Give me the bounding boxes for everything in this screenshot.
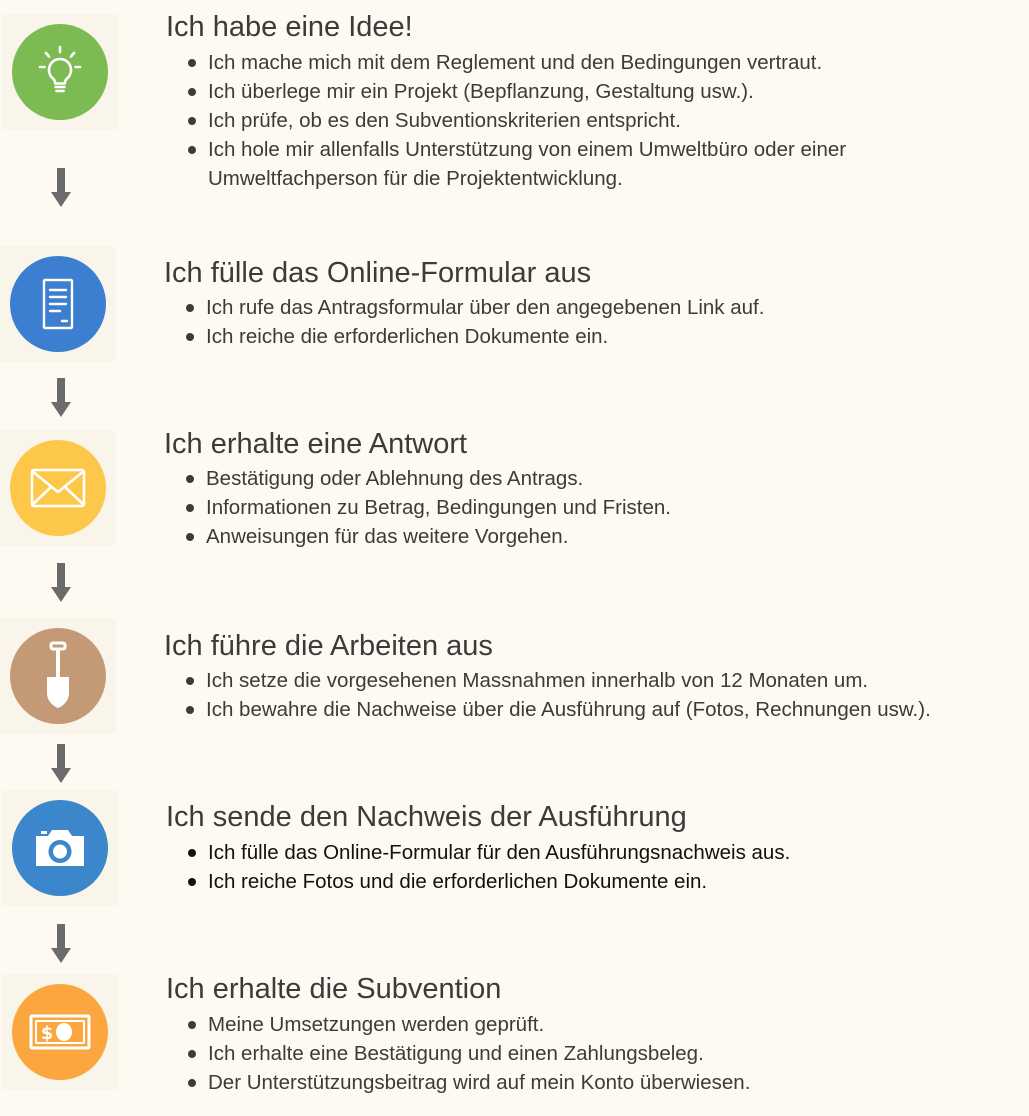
step-bullet-list: [186, 838, 790, 896]
list-item: Ich hole mir allenfalls Unterstützung von einem Umweltbüro oder einer: [186, 135, 846, 164]
svg-text:$: $: [40, 1023, 54, 1044]
step-title: Ich fülle das Online-Formular aus: [164, 257, 592, 289]
list-item-continuation: Umweltfachperson für die Projektentwicklung.: [208, 167, 623, 190]
step-title: Ich habe eine Idee!: [166, 11, 413, 43]
down-arrow-icon: [50, 378, 72, 418]
step-title: Ich sende den Nachweis der Ausführung: [166, 801, 687, 833]
document-icon: [10, 256, 106, 352]
list-item: Der Unterstützungsbeitrag wird auf mein Konto überwiesen.: [186, 1068, 750, 1097]
list-item: Ich erhalte eine Bestätigung und einen Zahlungsbeleg.: [186, 1039, 750, 1068]
list-item: Bestätigung oder Ablehnung des Antrags.: [184, 464, 671, 493]
step-bullet-list: [186, 1010, 750, 1097]
icon-tile: [0, 430, 116, 546]
step-bullet-list: [184, 293, 764, 351]
list-item: Ich prüfe, ob es den Subventionskriterien entspricht.: [186, 106, 846, 135]
step-bullet-list: [186, 48, 846, 193]
down-arrow-icon: [50, 168, 72, 208]
down-arrow-icon: [50, 924, 72, 964]
envelope-icon: [10, 440, 106, 536]
icon-tile: [0, 618, 116, 734]
list-item: Meine Umsetzungen werden geprüft.: [186, 1010, 750, 1039]
banknote-icon: [12, 984, 108, 1080]
down-arrow-icon: [50, 563, 72, 603]
list-item: Ich bewahre die Nachweise über die Ausführung auf (Fotos, Rechnungen usw.).: [184, 695, 931, 724]
list-item: Ich mache mich mit dem Reglement und den Bedingungen vertraut.: [186, 48, 846, 77]
icon-tile: [2, 790, 118, 906]
step-title: Ich erhalte eine Antwort: [164, 428, 468, 460]
camera-icon: [12, 800, 108, 896]
list-item: Anweisungen für das weitere Vorgehen.: [184, 522, 671, 551]
down-arrow-icon: [50, 744, 72, 784]
list-item: Ich rufe das Antragsformular über den angegebenen Link auf.: [184, 293, 764, 322]
list-item: Ich reiche Fotos und die erforderlichen Dokumente ein.: [186, 867, 790, 896]
icon-tile: [2, 974, 118, 1090]
list-item: Ich setze die vorgesehenen Massnahmen innerhalb von 12 Monaten um.: [184, 666, 931, 695]
icon-tile: [2, 14, 118, 130]
step-bullet-list: [184, 464, 671, 551]
shovel-icon: [10, 628, 106, 724]
list-item: Ich reiche die erforderlichen Dokumente ein.: [184, 322, 764, 351]
list-item: Ich fülle das Online-Formular für den Ausführungsnachweis aus.: [186, 838, 790, 867]
lightbulb-icon: [12, 24, 108, 120]
step-title: Ich erhalte die Subvention: [166, 973, 502, 1005]
icon-tile: [0, 246, 116, 362]
step-bullet-list: [184, 666, 931, 724]
list-item: Ich überlege mir ein Projekt (Bepflanzung, Gestaltung usw.).: [186, 77, 846, 106]
list-item: Informationen zu Betrag, Bedingungen und Fristen.: [184, 493, 671, 522]
step-title: Ich führe die Arbeiten aus: [164, 630, 493, 662]
